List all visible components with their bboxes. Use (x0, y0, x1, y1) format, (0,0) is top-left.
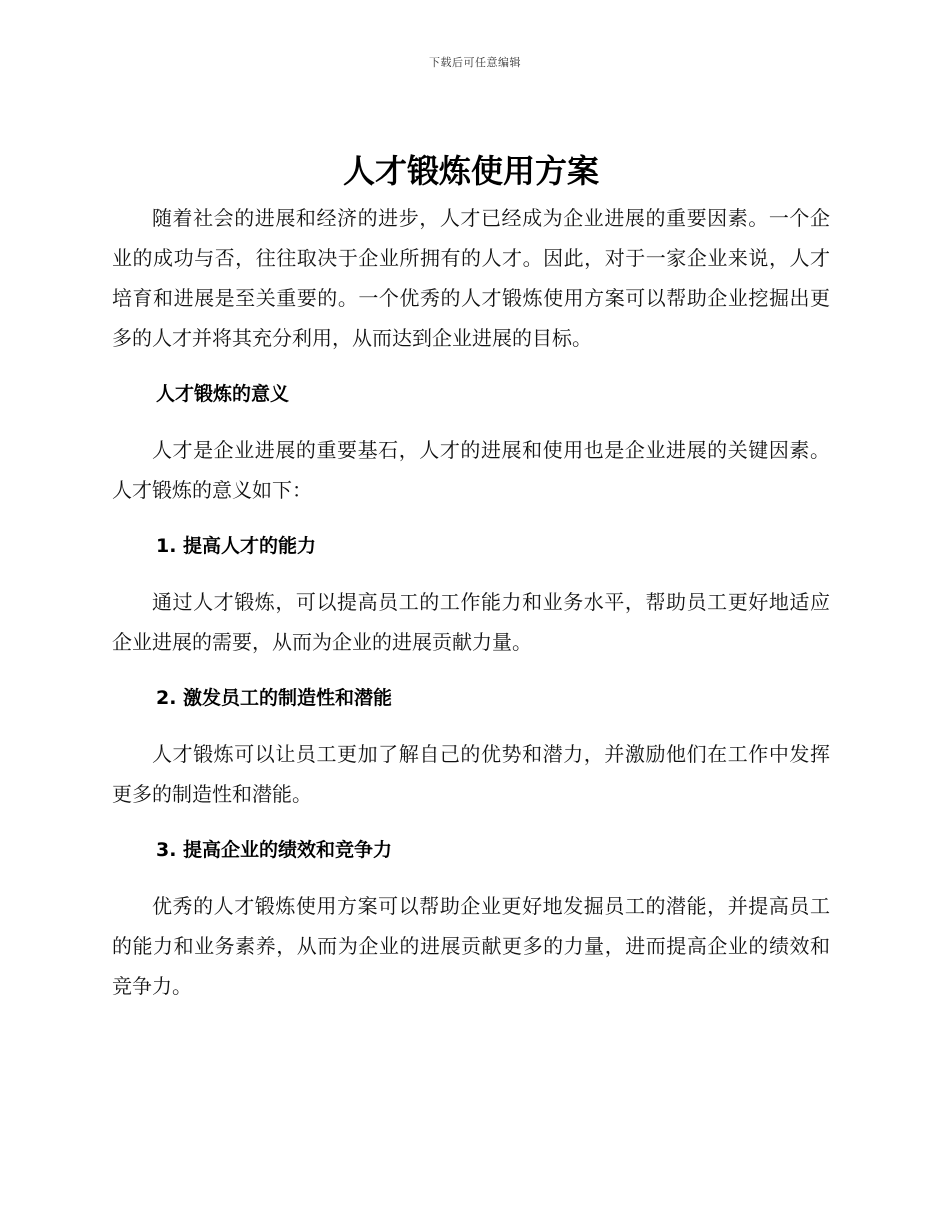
intro-paragraph: 随着社会的进展和经济的进步，人才已经成为企业进展的重要因素。一个企业的成功与否，往往取决于企业所拥有的人才。因此，对于一家企业来说，人才培育和进展是至关重要的。一个优秀的人才锻炼使用方案可以帮助企业挖掘出更多的人才并将其充分利用，从而达到企业进展的目标。 (112, 206, 830, 350)
section-paragraph-significance: 人才是企业进展的重要基石，人才的进展和使用也是企业进展的关键因素。人才锻炼的意义如下： (112, 438, 830, 502)
section-paragraph-ability: 通过人才锻炼，可以提高员工的工作能力和业务水平，帮助员工更好地适应企业进展的需要，从而为企业的进展贡献力量。 (112, 590, 830, 654)
section-heading-performance: 3. 提高企业的绩效和竞争力 (156, 839, 393, 861)
section-paragraph-creativity: 人才锻炼可以让员工更加了解自己的优势和潜力，并激励他们在工作中发挥更多的制造性和潜能。 (112, 742, 830, 806)
document-content (112, 148, 830, 1006)
section-heading-creativity: 2. 激发员工的制造性和潜能 (156, 687, 393, 709)
document-title: 人才锻炼使用方案 (342, 152, 599, 190)
header-note: 下载后可任意编辑 (429, 56, 521, 69)
section-heading-ability: 1. 提高人才的能力 (156, 535, 317, 557)
section-paragraph-performance: 优秀的人才锻炼使用方案可以帮助企业更好地发掘员工的潜能，并提高员工的能力和业务素养，从而为企业的进展贡献更多的力量，进而提高企业的绩效和竞争力。 (112, 894, 830, 998)
section-heading-significance: 人才锻炼的意义 (156, 383, 290, 405)
